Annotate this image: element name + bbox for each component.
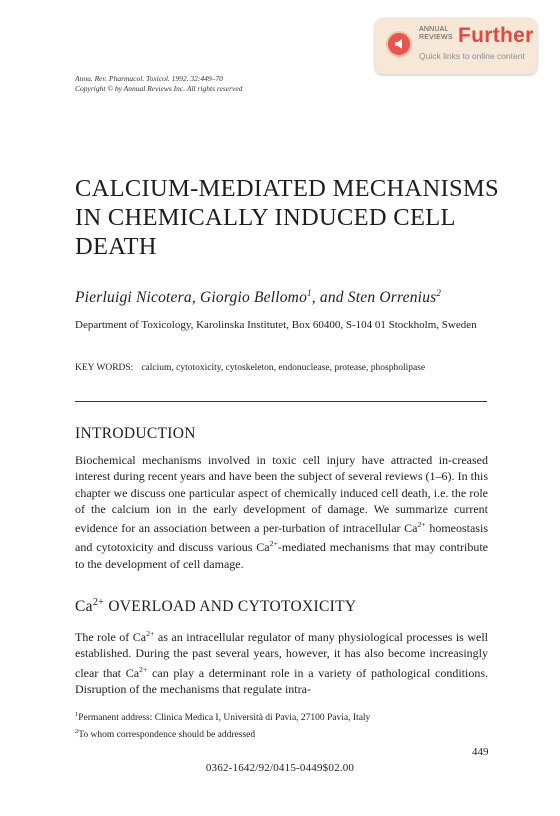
charge-superscript: 2+ bbox=[139, 664, 148, 674]
page-number: 449 bbox=[472, 746, 489, 758]
badge-further-text: Further bbox=[458, 24, 534, 47]
footnote-1-text: Permanent address: Clinica Medica I, Università di Pavia, 27100 Pavia, Italy bbox=[78, 713, 371, 724]
title-line-2: IN CHEMICALLY INDUCED CELL bbox=[75, 204, 456, 231]
intro-text-1: Biochemical mechanisms involved in toxic cell injury have attracted in-creased interest during recent years and have been the subject of several reviews (1–6). In this chapter we discuss one particular aspect of chemically induced cell death, i.e. the role of the calcium ion in the early development of damage. We summarize current evidence for an association between a per-turbation of intracellular Ca bbox=[75, 453, 488, 536]
ca-overload-heading bbox=[75, 597, 356, 616]
footnotes bbox=[75, 708, 495, 742]
citation-line-2: Copyright © by Annual Reviews Inc. All rights reserved bbox=[75, 84, 243, 93]
ca-overload-paragraph bbox=[75, 626, 488, 697]
footnote-mark-1: 1 bbox=[307, 288, 312, 298]
keywords-terms: calcium, cytotoxicity, cytoskeleton, endonuclease, protease, phospholipase bbox=[141, 363, 426, 373]
author-orrenius: , and Sten Orrenius bbox=[311, 289, 437, 307]
footnote-1 bbox=[75, 708, 495, 725]
title-line-3: DEATH bbox=[75, 233, 157, 260]
footnote-2-mark: 2 bbox=[75, 728, 79, 736]
charge-superscript: 2+ bbox=[269, 539, 278, 549]
footnote-2-text: To whom correspondence should be addressed bbox=[78, 730, 256, 741]
keywords-label: KEY WORDS: bbox=[75, 363, 134, 373]
section-divider bbox=[75, 401, 487, 402]
badge-annual-text: ANNUAL bbox=[419, 26, 449, 33]
charge-superscript: 2+ bbox=[146, 629, 155, 638]
article-title bbox=[75, 174, 505, 261]
journal-citation bbox=[75, 74, 242, 94]
ca-heading-post: OVERLOAD AND CYTOTOXICITY bbox=[104, 598, 357, 616]
ca-text-1: The role of Ca bbox=[75, 630, 147, 644]
badge-reviews-text: REVIEWS bbox=[419, 34, 453, 41]
ca-text-2: as an intracellular regulator of many physiological processes is well established. During the past several years, however, it has also become increasingly clear that Ca bbox=[75, 630, 488, 680]
doi-code: 0362-1642/92/0415-0449$02.00 bbox=[205, 762, 355, 774]
speaker-arrow-icon bbox=[386, 31, 412, 57]
badge-publisher-label bbox=[419, 26, 459, 42]
ca-heading-pre: Ca bbox=[75, 598, 93, 616]
charge-superscript: 2+ bbox=[92, 597, 105, 608]
title-line-1: CALCIUM-MEDIATED MECHANISMS bbox=[75, 175, 499, 202]
ca-text-3: can play a determinant role in a variety of pathological conditions. Disruption of the mechanisms that regulate intra- bbox=[75, 665, 488, 696]
introduction-paragraph bbox=[75, 452, 488, 572]
author-nicotera: Pierluigi Nicotera, bbox=[75, 289, 200, 307]
charge-superscript: 2+ bbox=[417, 520, 426, 530]
author-list bbox=[75, 288, 441, 307]
introduction-heading: INTRODUCTION bbox=[75, 425, 196, 442]
keywords bbox=[75, 363, 495, 373]
footnote-2 bbox=[75, 725, 495, 742]
intro-text-3: -mediated mechanisms that may contribute to the development of cell damage. bbox=[75, 540, 488, 571]
intro-text-2: homeostasis and cytotoxicity and discuss various Ca bbox=[75, 521, 488, 555]
author-bellomo: Giorgio Bellomo bbox=[199, 289, 308, 307]
annual-reviews-further-badge[interactable] bbox=[375, 18, 537, 74]
footnote-1-mark: 1 bbox=[75, 711, 79, 718]
badge-subtitle: Quick links to online content bbox=[419, 51, 525, 61]
affiliation: Department of Toxicology, Karolinska Institutet, Box 60400, S-104 01 Stockholm, Sweden bbox=[75, 319, 477, 331]
footnote-mark-2: 2 bbox=[436, 288, 442, 298]
citation-line-1: Annu. Rev. Pharmacol. Toxicol. 1992. 32:449–70 bbox=[75, 74, 223, 83]
